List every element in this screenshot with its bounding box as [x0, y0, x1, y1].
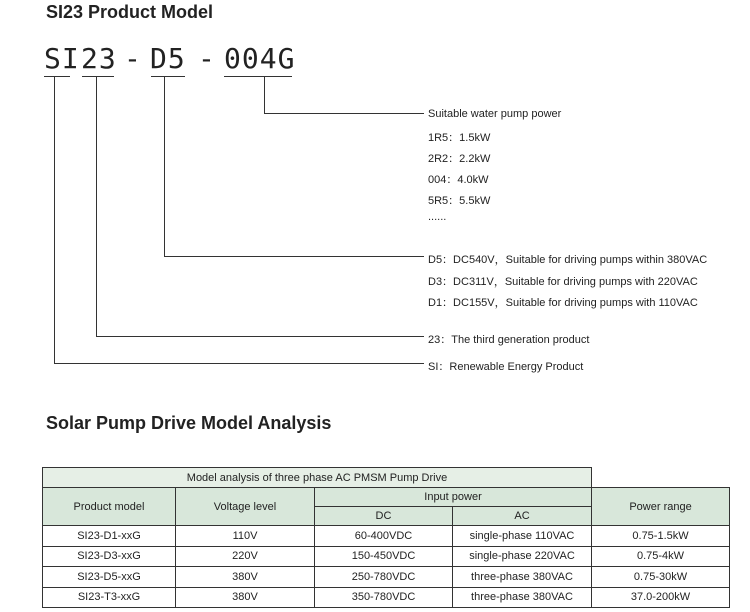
voltage-item-d3: D3：DC311V，Suitable for driving pumps with 220VAC	[428, 276, 698, 288]
power-item: 1R5：1.5kW	[428, 132, 491, 144]
code-power: 004G	[224, 42, 296, 75]
cell-ac: three-phase 380VAC	[453, 587, 592, 607]
connector-series-h	[54, 363, 424, 364]
page-title-analysis: Solar Pump Drive Model Analysis	[46, 413, 332, 433]
header-input-power: Input power	[315, 488, 592, 506]
connector-voltage-v	[164, 76, 165, 257]
cell-model: SI23-D3-xxG	[43, 546, 176, 566]
cell-voltage: 110V	[176, 526, 315, 546]
series-desc: SI：Renewable Energy Product	[428, 361, 584, 373]
cell-dc: 60-400VDC	[315, 526, 453, 546]
cell-dc: 350-780VDC	[315, 587, 453, 607]
power-item: 2R2：2.2kW	[428, 153, 491, 165]
power-item-more: ......	[428, 211, 447, 223]
page-title-model: SI23 Product Model	[46, 2, 214, 22]
code-dash-2: -	[198, 42, 216, 75]
power-item: 004：4.0kW	[428, 174, 489, 186]
header-product-model: Product model	[43, 488, 176, 526]
connector-voltage-h	[164, 256, 424, 257]
connector-power-v	[264, 76, 265, 114]
header-ac: AC	[453, 506, 592, 525]
cell-model: SI23-D5-xxG	[43, 567, 176, 587]
cell-power-range: 0.75-4kW	[592, 546, 730, 566]
cell-model: SI23-D1-xxG	[43, 526, 176, 546]
header-dc: DC	[315, 506, 453, 525]
table-caption: Model analysis of three phase AC PMSM Pump Drive	[43, 468, 592, 488]
code-generation: 23	[81, 42, 117, 75]
cell-ac: three-phase 380VAC	[453, 567, 592, 587]
table-row	[43, 546, 730, 566]
voltage-item-d5: D5：DC540V，Suitable for driving pumps within 380VAC	[428, 254, 708, 266]
cell-power-range: 0.75-1.5kW	[592, 526, 730, 546]
cell-ac: single-phase 110VAC	[453, 526, 592, 546]
table-row	[43, 587, 730, 607]
cell-voltage: 380V	[176, 567, 315, 587]
power-item: 5R5：5.5kW	[428, 195, 491, 207]
connector-series-v	[54, 76, 55, 364]
underline-voltage	[151, 76, 185, 77]
connector-power-h	[264, 113, 424, 114]
code-series: SI	[44, 42, 80, 75]
table-caption-spacer	[592, 468, 730, 488]
cell-power-range: 37.0-200kW	[592, 587, 730, 607]
cell-model: SI23-T3-xxG	[43, 587, 176, 607]
cell-dc: 250-780VDC	[315, 567, 453, 587]
power-heading: Suitable water pump power	[428, 108, 562, 120]
cell-ac: single-phase 220VAC	[453, 546, 592, 566]
code-voltage: D5	[150, 42, 186, 75]
cell-voltage: 220V	[176, 546, 315, 566]
header-power-range: Power range	[592, 488, 730, 526]
underline-power	[224, 76, 292, 77]
header-voltage-level: Voltage level	[176, 488, 315, 526]
connector-generation-h	[96, 336, 424, 337]
model-analysis-table	[42, 467, 730, 608]
code-dash-1: -	[124, 42, 142, 75]
cell-dc: 150-450VDC	[315, 546, 453, 566]
underline-series	[44, 76, 70, 77]
connector-generation-v	[96, 76, 97, 337]
cell-power-range: 0.75-30kW	[592, 567, 730, 587]
table-row	[43, 567, 730, 587]
table-row	[43, 526, 730, 546]
generation-desc: 23：The third generation product	[428, 334, 590, 346]
voltage-item-d1: D1：DC155V，Suitable for driving pumps with 110VAC	[428, 297, 698, 309]
cell-voltage: 380V	[176, 587, 315, 607]
underline-generation	[82, 76, 114, 77]
